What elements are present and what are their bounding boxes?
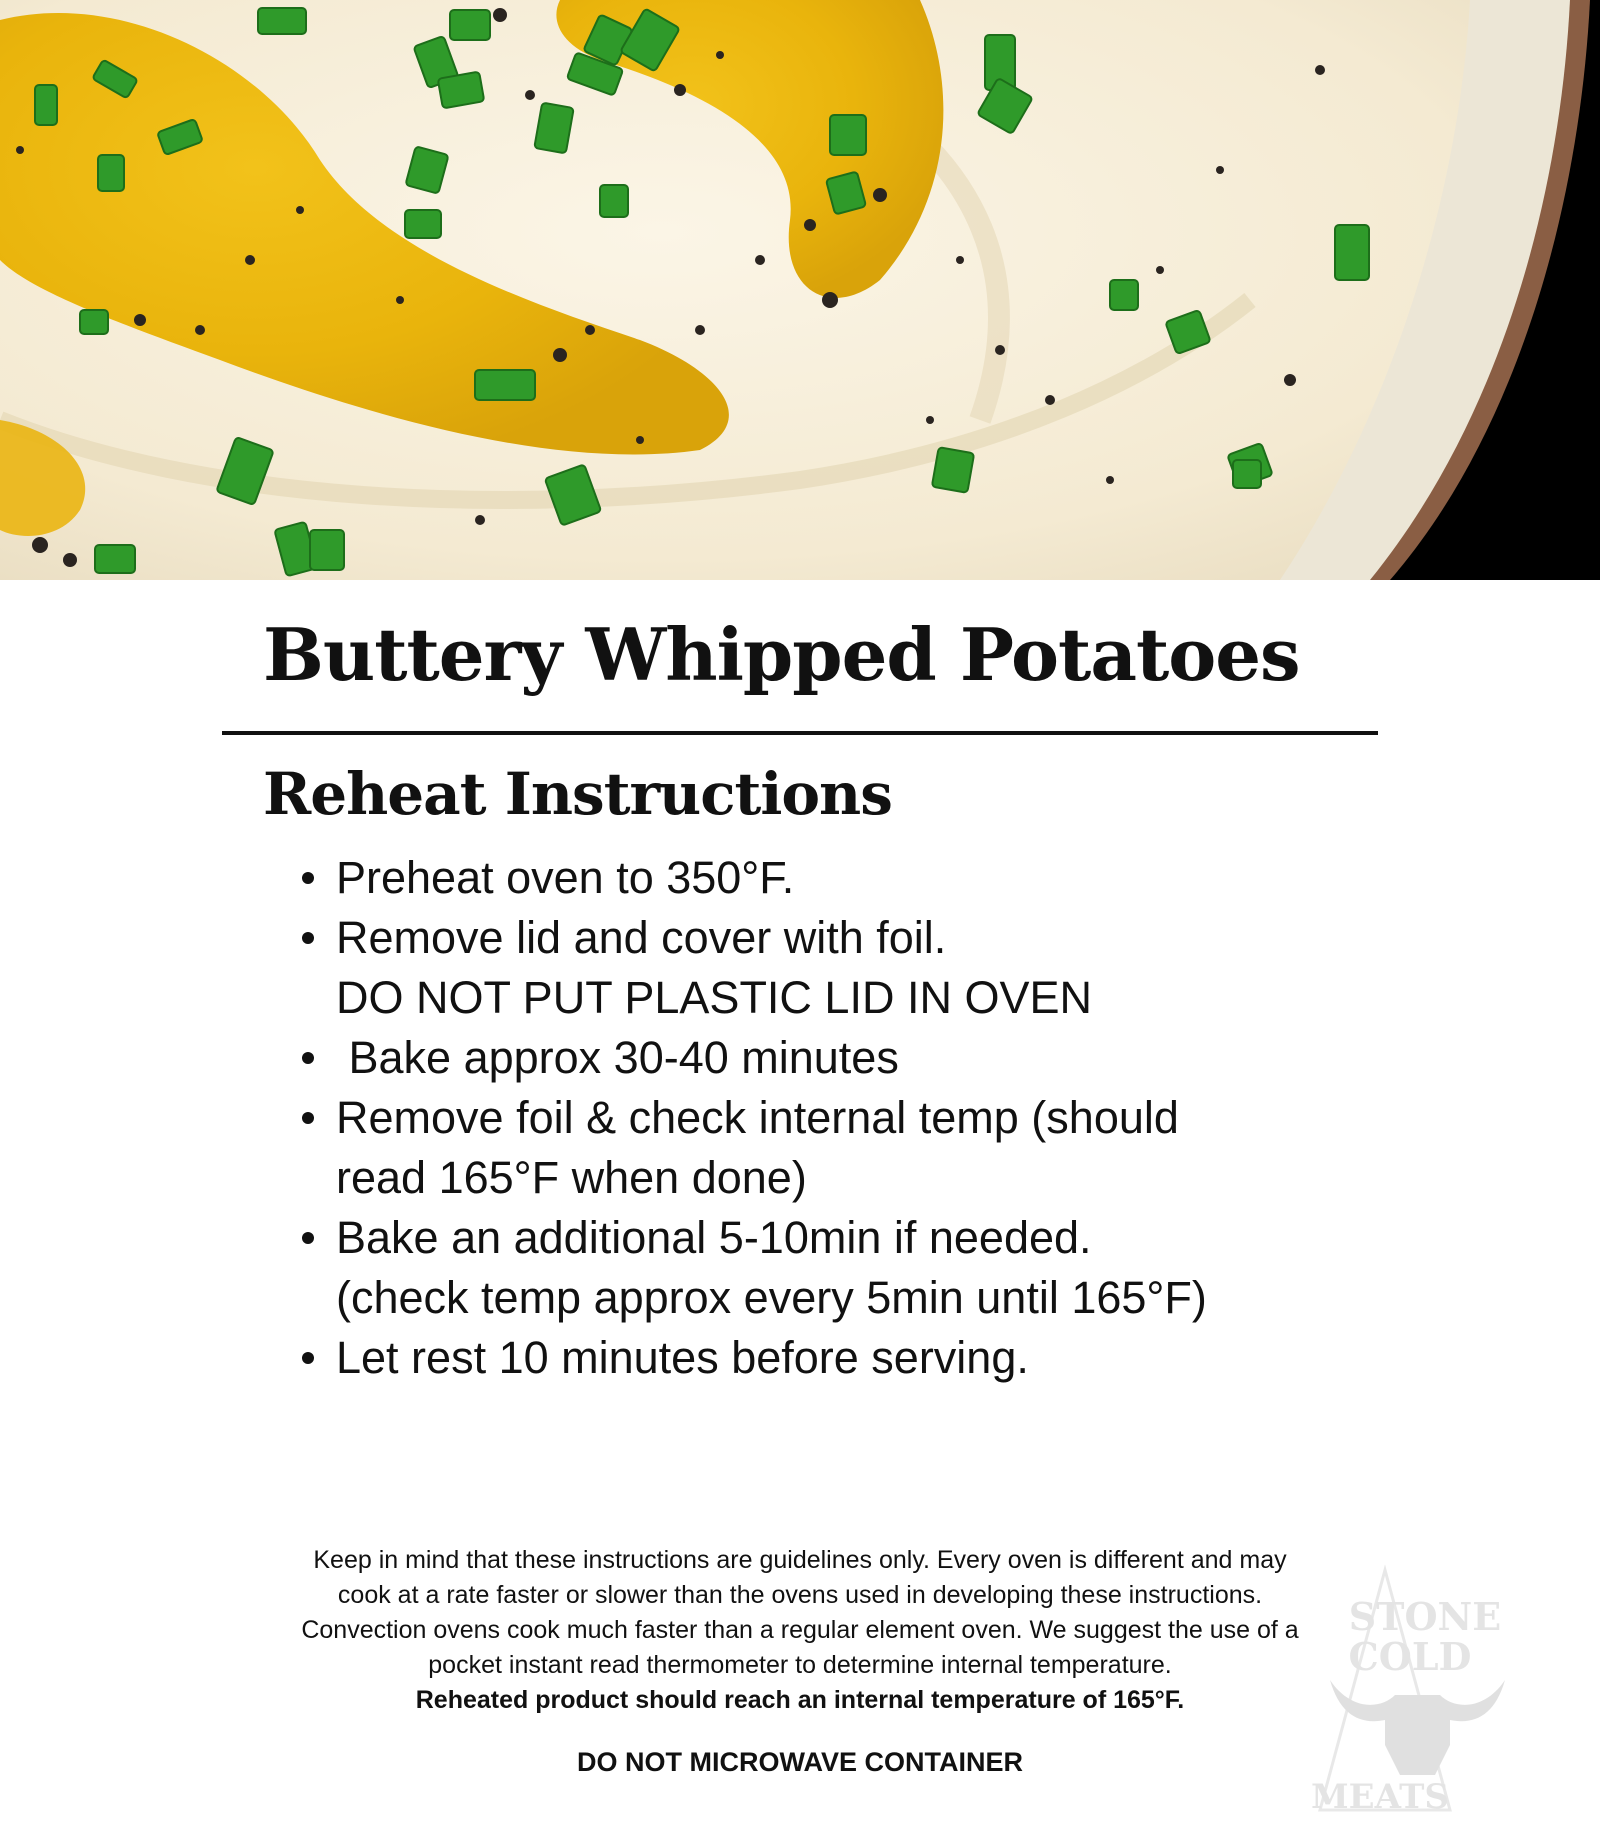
step-text: Remove foil & check internal temp (should	[336, 1092, 1179, 1143]
step-text: read 165°F when done)	[336, 1152, 807, 1203]
bullet-icon	[302, 932, 314, 944]
list-item	[296, 1028, 1336, 1088]
microwave-warning: DO NOT MICROWAVE CONTAINER	[577, 1747, 1023, 1777]
step-text: Remove lid and cover with foil.	[336, 912, 947, 963]
step-text: (check temp approx every 5min until 165°F)	[336, 1272, 1207, 1323]
reheat-steps-list	[296, 848, 1336, 1388]
step-text: Preheat oven to 350°F.	[336, 852, 795, 903]
section-heading: Reheat Instructions	[263, 760, 892, 828]
list-item	[296, 848, 1336, 908]
disclaimer-line: pocket instant read thermometer to determine internal temperature.	[428, 1651, 1172, 1679]
hero-photo	[0, 0, 1600, 580]
step-text: Bake an additional 5-10min if needed.	[336, 1212, 1092, 1263]
bullet-icon	[302, 1052, 314, 1064]
temperature-emphasis: Reheated product should reach an internal temperature of 165°F.	[415, 1686, 1185, 1714]
list-item	[296, 908, 1336, 1028]
recipe-title: Buttery Whipped Potatoes	[263, 612, 1300, 697]
disclaimer-text	[200, 1543, 1400, 1718]
disclaimer-line: Convection ovens cook much faster than a regular element oven. We suggest the use of a	[301, 1616, 1299, 1644]
title-divider	[222, 731, 1378, 735]
stone-cold-meats-logo	[1300, 1560, 1540, 1820]
bullet-icon	[302, 872, 314, 884]
disclaimer-line: Keep in mind that these instructions are guidelines only. Every oven is different and may	[313, 1546, 1287, 1574]
step-text: Bake approx 30-40 minutes	[336, 1032, 899, 1083]
step-text: DO NOT PUT PLASTIC LID IN OVEN	[336, 972, 1092, 1023]
disclaimer-line: cook at a rate faster or slower than the ovens used in developing these instructions.	[337, 1581, 1263, 1609]
logo-word-stone: STONE	[1348, 1594, 1502, 1639]
bullet-icon	[302, 1232, 314, 1244]
logo-word-meats: MEATS	[1311, 1777, 1449, 1817]
bullet-icon	[302, 1112, 314, 1124]
logo-word-cold: COLD	[1348, 1634, 1472, 1679]
list-item	[296, 1088, 1336, 1208]
bullet-icon	[302, 1352, 314, 1364]
list-item	[296, 1328, 1336, 1388]
list-item	[296, 1208, 1336, 1328]
step-text: Let rest 10 minutes before serving.	[336, 1332, 1029, 1383]
